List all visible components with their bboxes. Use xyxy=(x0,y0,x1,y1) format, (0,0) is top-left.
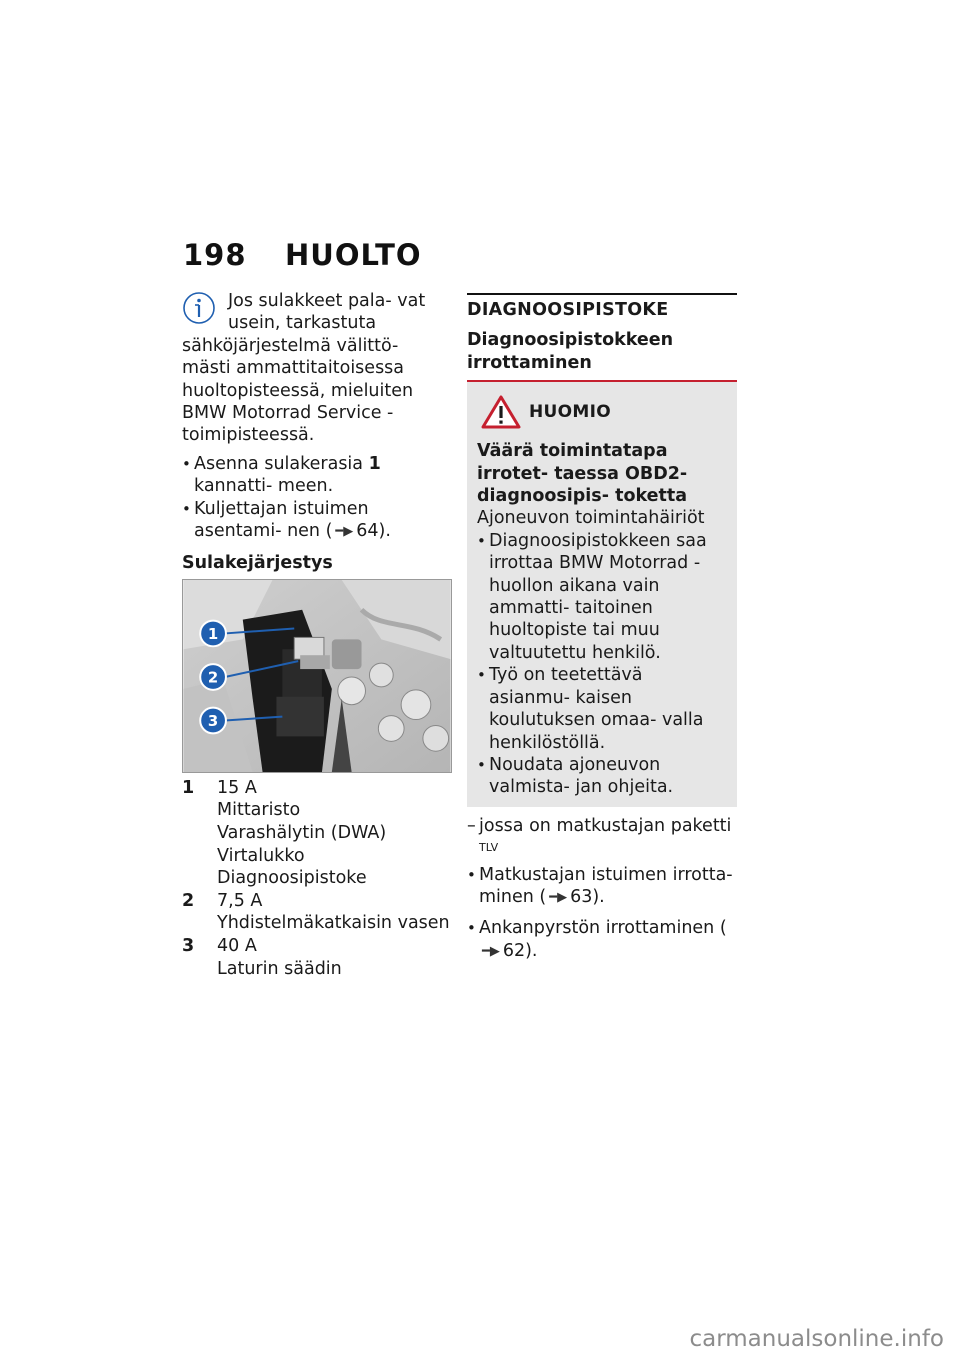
fuse-box-photo xyxy=(182,579,452,773)
page-header xyxy=(183,238,422,272)
callout-3: 3 xyxy=(207,712,219,730)
left-column xyxy=(182,288,452,980)
notice-bullet: • Noudata ajoneuvon valmista- jan ohjeita. xyxy=(477,754,729,799)
fuse-legend xyxy=(182,777,452,980)
page-reference-link[interactable]: ━▶ 64 xyxy=(332,521,378,541)
fuse-steps xyxy=(182,453,452,544)
step-install-rider-seat: • Kuljettajan istuimen asentami- nen ( ━▶ 64). xyxy=(182,498,452,544)
step-remove-passenger-seat: • Matkustajan istuimen irrotta- minen ( ━▶ 63). xyxy=(467,864,737,910)
notice-bullet: • Diagnoosipistokkeen saa irrottaa BMW Motorrad - huollon aikana vain ammatti- taitoinen huoltopiste tai muu valtuutettu henkilö. xyxy=(477,530,729,664)
subsection-title: Diagnoosipistokkeen irrottaminen xyxy=(467,329,737,382)
step-install-fusebox: • Asenna sulakerasia 1 kannatti- meen. xyxy=(182,453,452,498)
procedure-steps xyxy=(467,864,737,964)
legend-item: 1 15 A Mittaristo Varashälytin (DWA) Virtalukko Diagnoosipistoke xyxy=(182,777,387,889)
fuse-order-heading: Sulakejärjestys xyxy=(182,553,333,574)
callout-2: 2 xyxy=(207,669,219,687)
section-title: DIAGNOOSIPISTOKE xyxy=(467,293,737,321)
condition-line: – jossa on matkustajan paketti $^{TLV}$ xyxy=(467,815,737,864)
procedure xyxy=(467,815,737,963)
notice-bullets xyxy=(477,530,729,799)
step-remove-tail: • Ankanpyrstön irrottaminen (━▶ 62). xyxy=(467,917,737,963)
info-note xyxy=(182,290,452,447)
notice-bullet: • Työ on teetettävä asianmu- kaisen koulutuksen omaa- valla henkilöstöllä. xyxy=(477,664,729,754)
page-reference-link[interactable]: ━▶ 63 xyxy=(546,887,592,907)
arrow-right-icon: ━▶ xyxy=(335,524,354,540)
legend-item: 2 7,5 A Yhdistelmäkatkaisin vasen xyxy=(182,890,450,934)
warning-icon xyxy=(481,395,521,429)
watermark: carmanualsonline.info xyxy=(689,1326,944,1352)
page-reference-link[interactable]: ━▶ 62 xyxy=(479,941,525,961)
arrow-right-icon: ━▶ xyxy=(482,943,500,959)
notice-consequence: Ajoneuvon toimintahäiriöt xyxy=(477,508,705,529)
arrow-right-icon: ━▶ xyxy=(549,889,568,905)
notice-title: Väärä toimintatapa irrotet- taessa OBD2-diagnoosipis- toketta xyxy=(477,441,688,507)
notice-label: HUOMIO xyxy=(529,402,611,423)
notice-box xyxy=(467,382,737,807)
info-text: Jos sulakkeet pala- vat usein, tarkastuta sähköjärjestelmä välittö- mästi ammattitaitoisessa huoltopisteessä, mieluiten BMW Motorrad Service - toimipisteessä. xyxy=(182,291,426,446)
callout-1: 1 xyxy=(207,625,219,643)
right-column xyxy=(467,288,737,963)
info-icon xyxy=(182,290,228,334)
notice-header xyxy=(477,390,729,434)
page-title: HUOLTO xyxy=(285,238,422,272)
page-number: 198 xyxy=(183,238,247,272)
legend-item: 3 40 A Laturin säädin xyxy=(182,936,342,979)
